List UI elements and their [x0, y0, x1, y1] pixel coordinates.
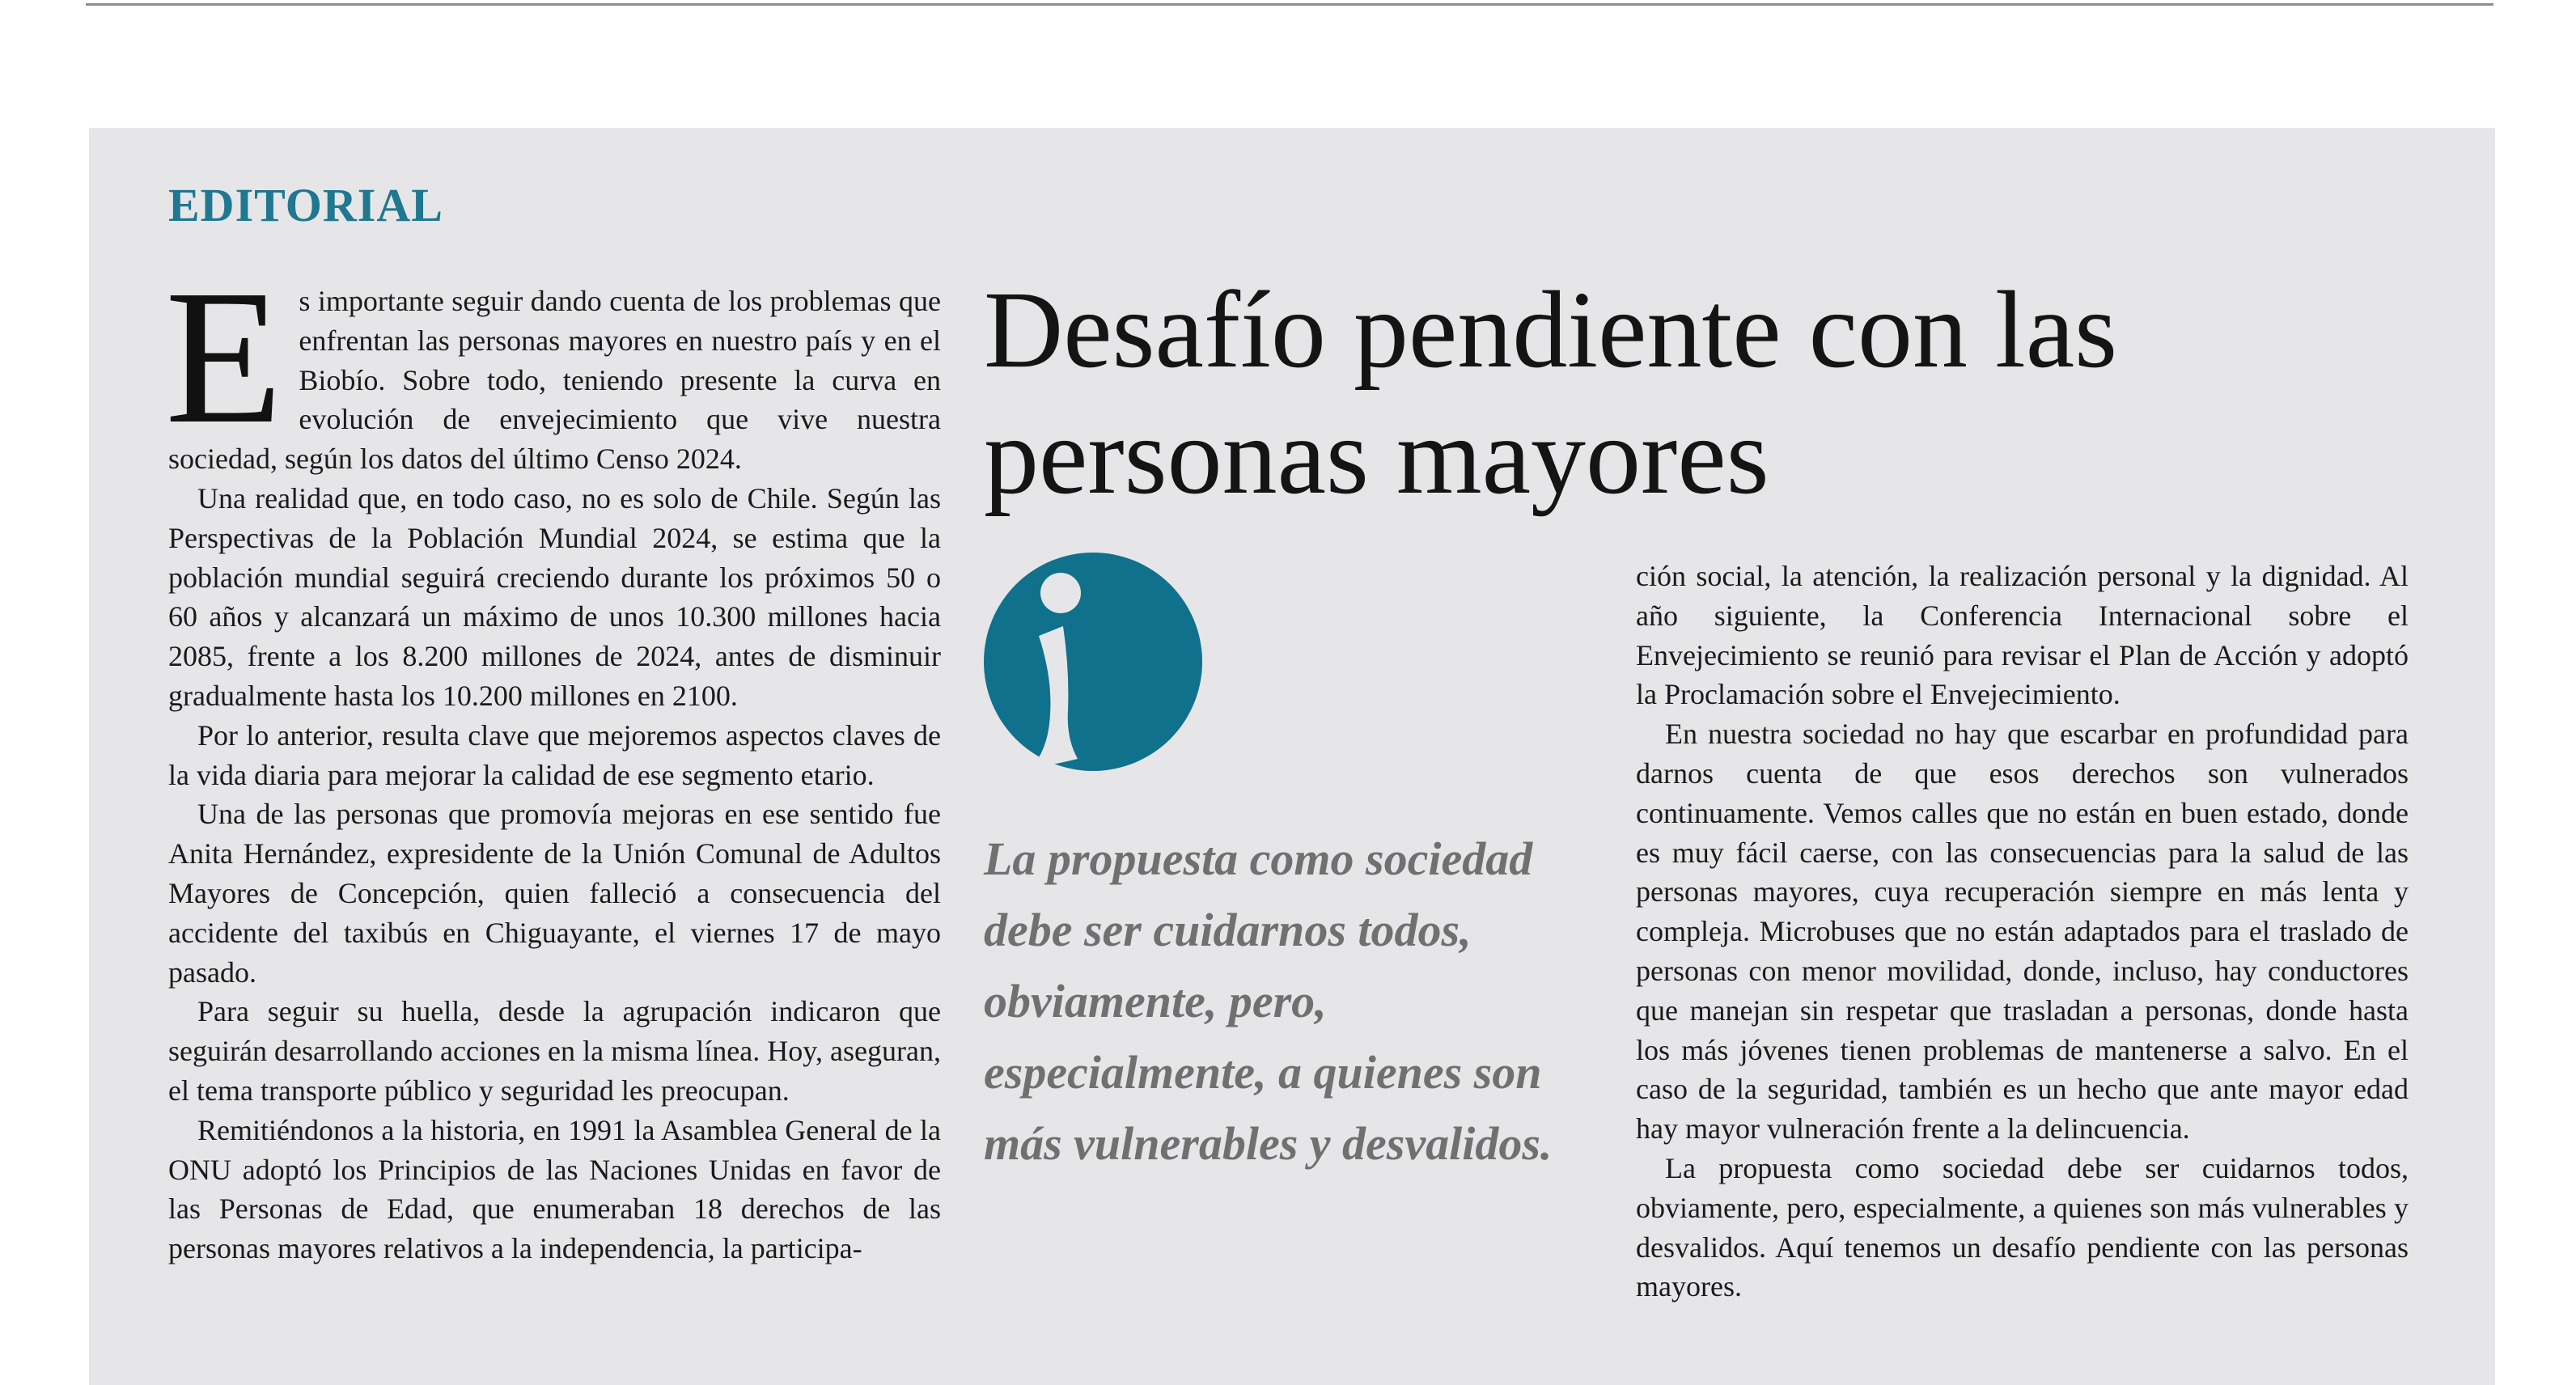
body-paragraph: [165, 251, 941, 479]
body-paragraph: ción social, la atención, la realización personal y la dignidad. Al año siguiente, la Conferencia Internacional sobre el Envejecimiento se reunió para revisar el Plan de Acción y adoptó la Proclamación sobre el Envejecimiento.: [1636, 560, 2409, 711]
drop-cap: E: [165, 251, 283, 464]
info-icon: [984, 548, 1202, 783]
body-paragraph: En nuestra sociedad no hay que escarbar en profundidad para darnos cuenta de que esos derechos son vulnerados continuamente. Vemos calles que no están en buen estado, donde es muy fácil caerse, con las consecuencias para la salud de las personas mayores, cuya recuperación siempre en más lenta y compleja. Microbuses que no están adaptados para el traslado de personas con menor movilidad, donde, incluso, hay conductores que manejan sin respetar que trasladan a personas, donde hasta los más jóvenes tienen problemas de mantenerse a salvo. En el caso de la seguridad, también es un hecho que ante mayor edad hay mayor vulneración frente a la delincuencia.: [1636, 718, 2409, 1146]
body-paragraph: Una realidad que, en todo caso, no es solo de Chile. Según las Perspectivas de la Población Mundial 2024, se estima que la población mundial seguirá creciendo durante los próximos 50 o 60 años y alcanzará un máximo de unos 10.300 millones hacia 2085, frente a los 8.200 millones de 2024, antes de disminuir gradualmente hasta los 10.200 millones en 2100.: [168, 481, 941, 712]
headline: Desafío pendiente con las personas mayores: [984, 269, 2118, 517]
body-column-right: [1636, 557, 2409, 1307]
section-label: EDITORIAL: [168, 179, 443, 231]
body-paragraph: Por lo anterior, resulta clave que mejoremos aspectos claves de la vida diaria para mejorar la calidad de ese segmento etario.: [168, 718, 941, 791]
body-paragraph: Una de las personas que promovía mejoras en ese sentido fue Anita Hernández, expresidente de la Unión Comunal de Adultos Mayores de Concepción, quien falleció a consecuencia del accidente del taxibús en Chiguayante, el viernes 17 de mayo pasado.: [168, 798, 941, 989]
body-column-left: [165, 251, 941, 1269]
info-icon-graphic: [984, 548, 1202, 783]
body-paragraph: La propuesta como sociedad debe ser cuidarnos todos, obviamente, pero, especialmente, a quienes son más vulnerables y desvalidos. Aquí tenemos un desafío pendiente con las personas mayores.: [1636, 1151, 2409, 1303]
body-paragraph-text: s importante seguir dando cuenta de los problemas que enfrentan las personas mayores en nuestro país y en el Biobío. Sobre todo, teniendo presente la curva en evolución de envejecimiento que vive nuestra sociedad, según los datos del último Censo 2024.: [168, 285, 941, 476]
body-paragraph: Remitiéndonos a la historia, en 1991 la Asamblea General de la ONU adoptó los Principios de las Naciones Unidas en favor de las Personas de Edad, que enumeraban 18 derechos de las personas mayores relativos a la independencia, la participa-: [168, 1113, 941, 1265]
pull-quote: La propuesta como sociedad debe ser cuidarnos todos, obviamente, pero, especialmente, a quienes son más vulnerables y desvalidos.: [984, 832, 1553, 1170]
editorial-panel: [89, 128, 2495, 1385]
body-paragraph: Para seguir su huella, desde la agrupación indicaron que seguirán desarrollando acciones en la misma línea. Hoy, aseguran, el tema transporte público y seguridad les preocupan.: [168, 995, 941, 1107]
top-rule: [86, 3, 2493, 6]
